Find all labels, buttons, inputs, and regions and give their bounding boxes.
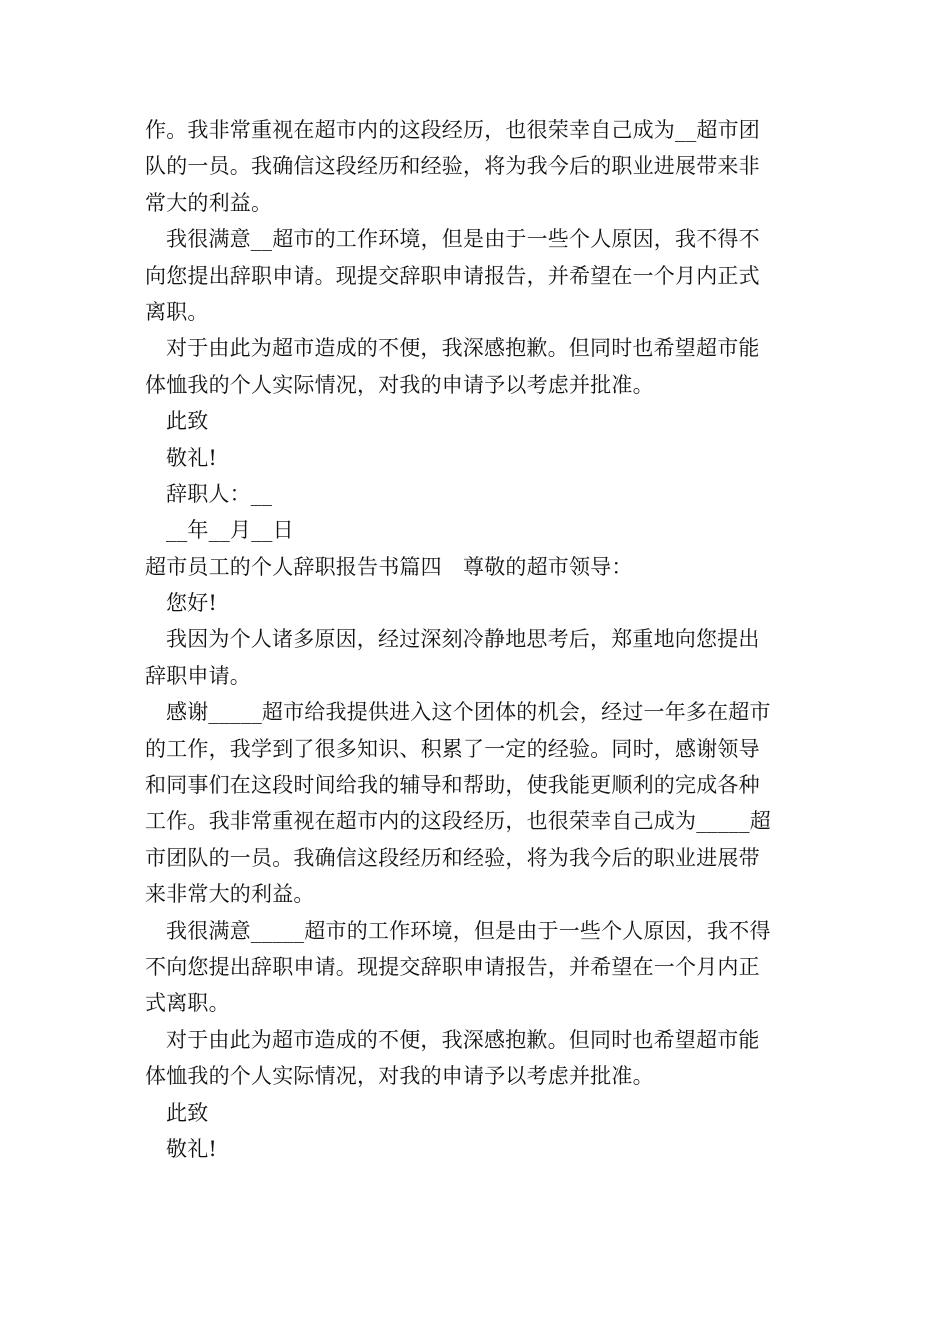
text-line: 您好! [166,591,218,616]
text-line: 敬礼! [166,1136,218,1161]
text-line: 敬礼! [166,445,218,470]
text-line: 体恤我的个人实际情况，对我的申请予以考虑并批准。 [145,372,654,397]
text-line: 向您提出辞职申请。现提交辞职申请报告，并希望在一个月内正式 [145,263,760,288]
text-line: 超市员工的个人辞职报告书篇四 尊敬的超市领导： [145,554,633,579]
text-line: 和同事们在这段时间给我的辅导和帮助，使我能更顺利的完成各种 [145,773,760,798]
text-line: 对于由此为超市造成的不便，我深感抱歉。但同时也希望超市能 [166,336,760,361]
text-line: 我因为个人诸多原因，经过深刻冷静地思考后，郑重地向您提出 [166,627,760,652]
text-line: 不向您提出辞职申请。现提交辞职申请报告，并希望在一个月内正 [145,954,760,979]
text-line: __年__月__日 [166,518,294,543]
text-line: 市团队的一员。我确信这段经历和经验，将为我今后的职业进展带 [145,845,760,870]
text-line: 辞职申请。 [145,663,251,688]
text-line: 感谢_____超市给我提供进入这个团体的机会，经过一年多在超市 [166,700,771,725]
text-line: 作。我非常重视在超市内的这段经历，也很荣幸自己成为__超市团 [145,118,760,142]
text-line: 来非常大的利益。 [145,882,315,907]
text-line: 式离职。 [145,991,230,1016]
document-body [145,112,810,1167]
text-line: 我很满意_____超市的工作环境，但是由于一些个人原因，我不得 [166,918,771,943]
text-line: 体恤我的个人实际情况，对我的申请予以考虑并批准。 [145,1064,654,1089]
text-line: 此致 [166,1100,209,1125]
text-line: 辞职人：__ [166,481,273,506]
text-line: 的工作，我学到了很多知识、积累了一定的经验。同时，感谢领导 [145,736,760,761]
text-line: 对于由此为超市造成的不便，我深感抱歉。但同时也希望超市能 [166,1027,760,1052]
text-line: 常大的利益。 [145,190,273,215]
text-line: 队的一员。我确信这段经历和经验，将为我今后的职业进展带来非 [145,154,760,179]
text-line: 离职。 [145,299,209,324]
text-line: 我很满意__超市的工作环境，但是由于一些个人原因，我不得不 [166,227,760,252]
text-line: 此致 [166,409,209,434]
text-line: 工作。我非常重视在超市内的这段经历，也很荣幸自己成为_____超 [145,809,771,834]
